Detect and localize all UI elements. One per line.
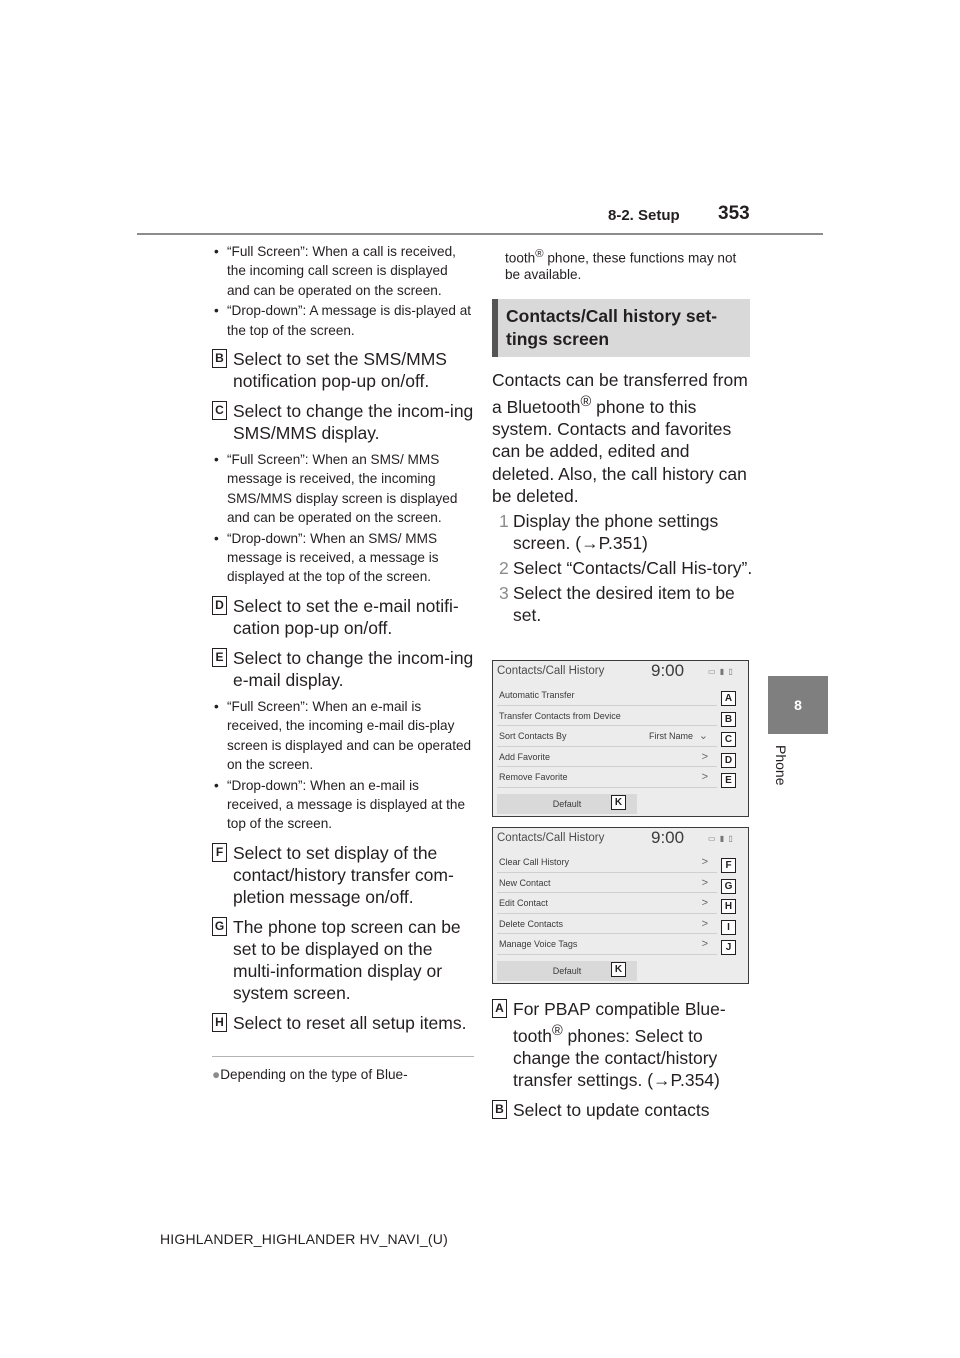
footer-model-name: HIGHLANDER_HIGHLANDER HV_NAVI_(U) — [160, 1231, 448, 1247]
chevron-right-icon: > — [701, 750, 708, 763]
item-g: G The phone top screen can be set to be displayed on the multi-information display or system screen. — [212, 916, 474, 1004]
right-column-lower — [492, 990, 754, 1127]
note-divider — [212, 1056, 474, 1057]
callout-badge: J — [721, 940, 736, 955]
label-badge: B — [492, 1100, 507, 1119]
list-item[interactable]: Sort Contacts By First Name ⌄ — [497, 726, 717, 747]
list-item[interactable]: Transfer Contacts from Device — [497, 706, 717, 727]
chapter-label: Phone — [773, 745, 789, 786]
callout-badge: E — [721, 773, 736, 788]
list-item: • “Full Screen”: When an e-mail is received, the incoming e-mail dis-play screen is displayed and can be operated on the screen. — [214, 698, 472, 773]
item-f: F Select to set display of the contact/history transfer com-pletion message on/off. — [212, 842, 474, 908]
list-item[interactable]: Remove Favorite > — [497, 767, 717, 788]
callout-badge: C — [721, 732, 736, 747]
note-bullet-icon: ● — [212, 1066, 221, 1082]
chapter-tab: 8 — [768, 676, 828, 734]
status-icons: ▭ ▮ ▯ — [708, 667, 734, 676]
left-column — [212, 242, 474, 1084]
label-badge: H — [212, 1013, 227, 1032]
chevron-right-icon: > — [701, 856, 708, 868]
list-item[interactable]: Edit Contact > — [497, 893, 717, 914]
list-item[interactable]: Add Favorite > — [497, 747, 717, 768]
screen-title: Contacts/Call History — [497, 832, 605, 844]
clock: 9:00 — [651, 828, 685, 847]
callout-badge: G — [721, 879, 736, 894]
label-badge: E — [212, 648, 227, 667]
list-item: • “Full Screen”: When a call is received, the incoming call screen is displayed and can be operated on the screen. — [214, 244, 456, 298]
chevron-right-icon: > — [701, 917, 708, 930]
callout-badge: F — [721, 858, 736, 873]
label-badge: B — [212, 349, 227, 368]
label-badge: A — [492, 999, 507, 1018]
list-item[interactable]: New Contact > — [497, 873, 717, 894]
callout-badge: K — [611, 795, 626, 810]
section-title: 8-2. Setup — [608, 207, 680, 224]
callout-badge: K — [611, 962, 626, 977]
chevron-right-icon: > — [701, 897, 708, 909]
label-badge: C — [212, 401, 227, 420]
list-item[interactable]: Manage Voice Tags > — [497, 934, 717, 955]
page-number: 353 — [718, 203, 750, 224]
list-item: • “Drop-down”: A message is dis-played at the top of the screen. — [214, 303, 472, 338]
callout-badge: H — [721, 899, 736, 914]
section-heading: Contacts/Call history set-tings screen — [492, 299, 750, 357]
item-a: A For PBAP compatible Blue-tooth® phones: Select to change the contact/history transfer settings. (→P.354) — [492, 998, 754, 1091]
list-item: • “Drop-down”: When an e-mail is received, a message is displayed at the top of the screen. — [214, 777, 466, 832]
chevron-right-icon: > — [701, 771, 708, 783]
label-badge: D — [212, 596, 227, 615]
contacts-settings-screen-2 — [492, 827, 749, 984]
contacts-settings-screen-1 — [492, 660, 749, 817]
default-button[interactable]: Default — [497, 794, 637, 814]
list-item[interactable]: Delete Contacts > — [497, 914, 717, 935]
label-badge: G — [212, 917, 227, 936]
step-2: 2 Select “Contacts/Call His-tory”. — [499, 558, 753, 579]
callout-badge: D — [721, 753, 736, 768]
clock: 9:00 — [651, 661, 685, 680]
item-c: C Select to change the incom-ing SMS/MMS display. — [212, 400, 474, 444]
step-3: 3 Select the desired item to be set. — [499, 583, 735, 626]
item-b: B Select to set the SMS/MMS notification pop-up on/off. — [212, 348, 474, 392]
item-e: E Select to change the incom-ing e-mail display. — [212, 647, 474, 691]
callout-badge: A — [721, 691, 736, 706]
label-badge: F — [212, 843, 227, 862]
screen-title: Contacts/Call History — [497, 665, 605, 677]
chevron-right-icon: > — [701, 938, 708, 950]
item-h: H Select to reset all setup items. — [212, 1012, 474, 1034]
item-d: D Select to set the e-mail notifi-cation pop-up on/off. — [212, 595, 474, 639]
status-icons: ▭ ▮ ▯ — [708, 834, 734, 843]
default-button[interactable]: Default — [497, 961, 637, 981]
chevron-right-icon: > — [701, 876, 708, 889]
callout-badge: I — [721, 920, 736, 935]
list-item: • “Drop-down”: When an SMS/ MMS message is received, a message is displayed at the top of the screen. — [214, 530, 439, 585]
step-1: 1 Display the phone settings screen. (→P.351) — [499, 511, 719, 554]
list-item[interactable]: Clear Call History > — [497, 852, 717, 873]
item-b-right: B Select to update contacts — [492, 1099, 754, 1121]
note-continuation: tooth® phone, these functions may not be available. — [505, 248, 737, 282]
right-column — [492, 246, 754, 626]
header-rule — [137, 233, 823, 235]
intro-paragraph: Contacts can be transferred from a Bluetooth® phone to this system. Contacts and favorites can be added, edited and deleted. Also, the call history can be deleted. — [492, 369, 748, 506]
list-item: • “Full Screen”: When an SMS/ MMS message is received, the incoming SMS/MMS display screen is displayed and can be operated on the screen. — [214, 452, 458, 526]
note: ●Depending on the type of Blue- — [212, 1066, 408, 1082]
callout-badge: B — [721, 712, 736, 727]
list-item[interactable]: Automatic Transfer — [497, 685, 717, 706]
chevron-down-icon: ⌄ — [698, 730, 708, 742]
